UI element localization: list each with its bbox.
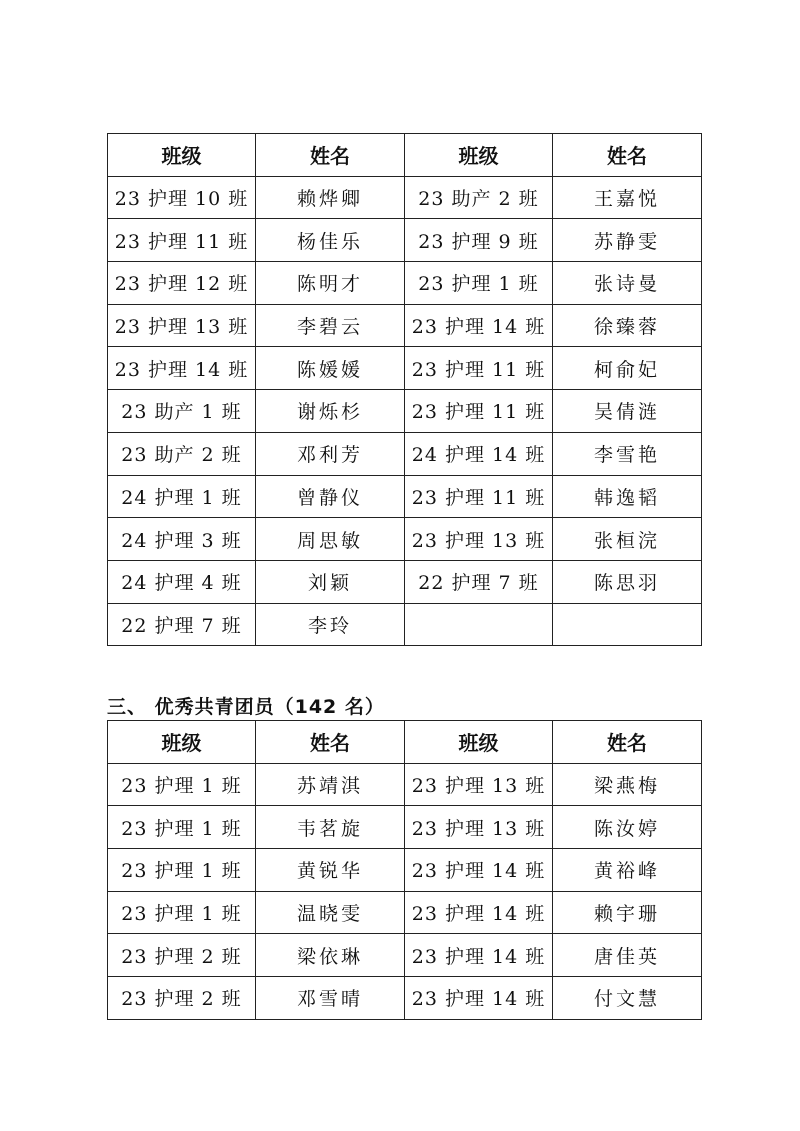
header-name: 姓名 bbox=[256, 721, 405, 764]
class-cell: 24 护理 1 班 bbox=[108, 475, 256, 518]
table-row bbox=[108, 891, 702, 934]
class-cell: 23 护理 11 班 bbox=[405, 347, 553, 390]
class-cell: 23 护理 1 班 bbox=[108, 849, 256, 892]
name-cell bbox=[553, 603, 702, 646]
table-body bbox=[108, 763, 702, 1019]
name-cell: 黄锐华 bbox=[256, 849, 405, 892]
name-cell: 张桓浣 bbox=[553, 518, 702, 561]
header-name: 姓名 bbox=[553, 134, 702, 177]
table-row bbox=[108, 262, 702, 305]
name-cell: 赖宇珊 bbox=[553, 891, 702, 934]
name-cell: 柯俞妃 bbox=[553, 347, 702, 390]
class-cell: 23 护理 13 班 bbox=[108, 304, 256, 347]
name-cell: 杨佳乐 bbox=[256, 219, 405, 262]
section-heading: 三、 优秀共青团员（142 名） bbox=[107, 696, 385, 718]
name-cell: 陈汝婷 bbox=[553, 806, 702, 849]
name-cell: 李玲 bbox=[256, 603, 405, 646]
header-class: 班级 bbox=[108, 721, 256, 764]
name-cell: 刘颖 bbox=[256, 560, 405, 603]
class-cell: 23 护理 13 班 bbox=[405, 806, 553, 849]
name-cell: 张诗曼 bbox=[553, 262, 702, 305]
class-cell: 23 护理 9 班 bbox=[405, 219, 553, 262]
table-row bbox=[108, 219, 702, 262]
name-cell: 陈思羽 bbox=[553, 560, 702, 603]
name-cell: 苏靖淇 bbox=[256, 763, 405, 806]
class-cell: 23 护理 12 班 bbox=[108, 262, 256, 305]
class-cell: 23 助产 1 班 bbox=[108, 390, 256, 433]
name-cell: 谢烁杉 bbox=[256, 390, 405, 433]
class-cell: 23 护理 2 班 bbox=[108, 934, 256, 977]
header-class: 班级 bbox=[405, 134, 553, 177]
class-cell: 23 护理 14 班 bbox=[405, 934, 553, 977]
class-cell: 23 护理 14 班 bbox=[405, 304, 553, 347]
table-row bbox=[108, 176, 702, 219]
class-cell: 24 护理 4 班 bbox=[108, 560, 256, 603]
name-cell: 邓利芳 bbox=[256, 432, 405, 475]
class-cell: 23 护理 1 班 bbox=[108, 891, 256, 934]
class-cell: 24 护理 3 班 bbox=[108, 518, 256, 561]
table-row bbox=[108, 977, 702, 1020]
name-cell: 邓雪晴 bbox=[256, 977, 405, 1020]
header-name: 姓名 bbox=[256, 134, 405, 177]
table-row bbox=[108, 475, 702, 518]
name-cell: 黄裕峰 bbox=[553, 849, 702, 892]
table-header-row bbox=[108, 721, 702, 764]
name-cell: 苏静雯 bbox=[553, 219, 702, 262]
class-cell: 23 护理 13 班 bbox=[405, 518, 553, 561]
table-header-row bbox=[108, 134, 702, 177]
name-cell: 吴倩涟 bbox=[553, 390, 702, 433]
table-row bbox=[108, 518, 702, 561]
class-cell: 23 护理 14 班 bbox=[405, 977, 553, 1020]
name-cell: 温晓雯 bbox=[256, 891, 405, 934]
class-cell: 23 护理 2 班 bbox=[108, 977, 256, 1020]
roster-table-1 bbox=[107, 133, 702, 646]
class-cell: 22 护理 7 班 bbox=[405, 560, 553, 603]
name-cell: 李雪艳 bbox=[553, 432, 702, 475]
name-cell: 周思敏 bbox=[256, 518, 405, 561]
class-cell: 23 护理 1 班 bbox=[405, 262, 553, 305]
table-row bbox=[108, 347, 702, 390]
table-row bbox=[108, 806, 702, 849]
name-cell: 付文慧 bbox=[553, 977, 702, 1020]
header-class: 班级 bbox=[108, 134, 256, 177]
class-cell: 23 护理 10 班 bbox=[108, 176, 256, 219]
class-cell: 23 助产 2 班 bbox=[405, 176, 553, 219]
table-row bbox=[108, 432, 702, 475]
class-cell: 23 护理 11 班 bbox=[405, 475, 553, 518]
name-cell: 韦茗旋 bbox=[256, 806, 405, 849]
class-cell: 24 护理 14 班 bbox=[405, 432, 553, 475]
class-cell: 23 护理 11 班 bbox=[405, 390, 553, 433]
name-cell: 徐臻蓉 bbox=[553, 304, 702, 347]
name-cell: 王嘉悦 bbox=[553, 176, 702, 219]
header-class: 班级 bbox=[405, 721, 553, 764]
class-cell: 23 护理 14 班 bbox=[405, 849, 553, 892]
class-cell: 23 护理 14 班 bbox=[405, 891, 553, 934]
table-row bbox=[108, 763, 702, 806]
name-cell: 陈媛媛 bbox=[256, 347, 405, 390]
table-row bbox=[108, 849, 702, 892]
table-row bbox=[108, 934, 702, 977]
class-cell: 23 护理 1 班 bbox=[108, 763, 256, 806]
class-cell: 22 护理 7 班 bbox=[108, 603, 256, 646]
name-cell: 韩逸韬 bbox=[553, 475, 702, 518]
name-cell: 梁依琳 bbox=[256, 934, 405, 977]
table-row bbox=[108, 560, 702, 603]
class-cell: 23 护理 1 班 bbox=[108, 806, 256, 849]
roster-table-2 bbox=[107, 720, 702, 1020]
name-cell: 赖烨卿 bbox=[256, 176, 405, 219]
class-cell bbox=[405, 603, 553, 646]
table-row bbox=[108, 304, 702, 347]
name-cell: 梁燕梅 bbox=[553, 763, 702, 806]
name-cell: 陈明才 bbox=[256, 262, 405, 305]
table-row bbox=[108, 390, 702, 433]
name-cell: 曾静仪 bbox=[256, 475, 405, 518]
header-name: 姓名 bbox=[553, 721, 702, 764]
name-cell: 唐佳英 bbox=[553, 934, 702, 977]
table-body bbox=[108, 176, 702, 646]
name-cell: 李碧云 bbox=[256, 304, 405, 347]
class-cell: 23 护理 11 班 bbox=[108, 219, 256, 262]
table-row bbox=[108, 603, 702, 646]
class-cell: 23 护理 13 班 bbox=[405, 763, 553, 806]
class-cell: 23 护理 14 班 bbox=[108, 347, 256, 390]
class-cell: 23 助产 2 班 bbox=[108, 432, 256, 475]
